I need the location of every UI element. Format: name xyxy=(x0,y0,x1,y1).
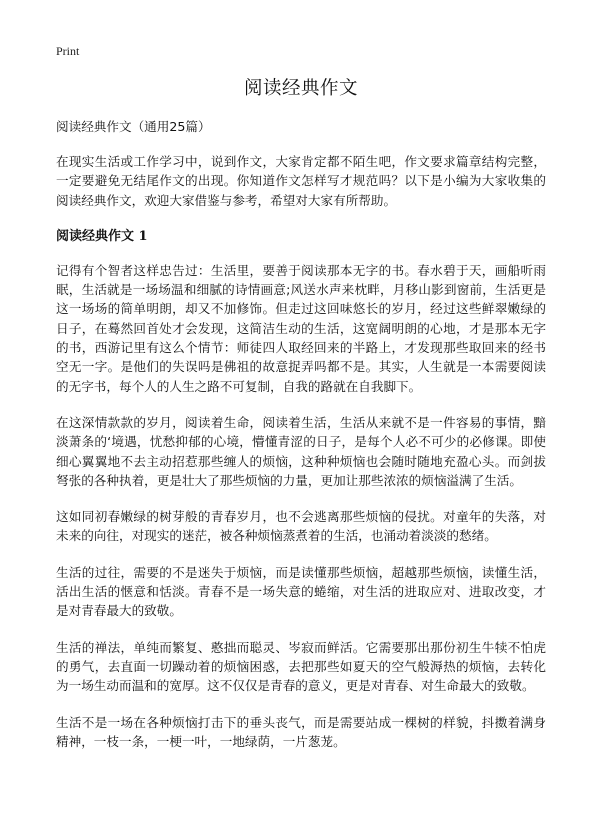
page-title: 阅读经典作文 xyxy=(243,78,358,99)
document-body xyxy=(56,76,546,768)
intro-paragraph: 在现实生活或工作学习中，说到作文，大家肯定都不陌生吧，作文要求篇章结构完整，一定要避免无结尾作文的出现。你知道作文怎样写才规范吗？以下是小编为大家收集的阅读经典作文，欢迎大家借鉴与参考，希望对大家有所帮助。 xyxy=(56,154,546,208)
body-paragraph-1: 记得有个智者这样忠告过：生活里，要善于阅读那本无字的书。春水碧于天，画船听雨眠，生活就是一场场温和细腻的诗情画意;风送水声来枕畔，月移山影到窗前，生活更是这一场场的简单明朗，却又不加修饰。但走过这回味悠长的岁月，经过这些鲜翠嫩绿的日子，在蓦然回首处才会发现，这简洁生动的生活，这宽阔明朗的心地，才是那本无字的书，西游记里有这么个情节：师徒四人取经回来的半路上，才发现那些取回来的经书空无一字。是他们的失误吗是佛祖的故意捉弄吗都不是。其实，人生就是一本需要阅读的无字书，每个人的人生之路不可复制，自我的路就在自我脚下。 xyxy=(56,262,546,394)
body-paragraph-3: 这如同初春嫩绿的树芽般的青春岁月，也不会逃离那些烦恼的侵扰。对童年的失落，对未来的向往，对现实的迷茫，被各种烦恼蒸煮着的生活，也涌动着淡淡的愁绪。 xyxy=(56,509,546,544)
print-link[interactable]: Print xyxy=(56,44,80,58)
body-paragraph-2: 在这深情款款的岁月，阅读着生命，阅读着生活，生活从来就不是一件容易的事情，黯淡萧条的‘境遇，忧愁抑郁的心境，懵懂青涩的日子，是每个人必不可少的必修课。即使细心翼翼地不去主动招惹那些缠人的烦恼，这种种烦恼也会随时随地充盈心头。而剑拔弩张的各种执着，更是壮大了那些烦恼的力量，更加让那些浓浓的烦恼溢满了生活。 xyxy=(56,414,546,488)
document-subtitle: 阅读经典作文（通用25篇） xyxy=(56,119,211,134)
body-paragraph-5: 生活的禅法，单纯而繁复、憨拙而聪灵、岑寂而鲜活。它需要那出那份初生牛犊不怕虎的勇气，去直面一切躁动着的烦恼困惑，去把那些如夏天的空气般溽热的烦恼，去转化为一场生动而温和的宽厚。这不仅仅是青春的意义，更是对青春、对生命最大的致敬。 xyxy=(56,639,546,694)
section-heading: 阅读经典作文 1 xyxy=(56,228,148,244)
body-paragraph-4: 生活的过往，需要的不是迷失于烦恼，而是读懂那些烦恼，超越那些烦恼，读懂生活，活出生活的惬意和恬淡。青春不是一场失意的蜷缩，对生活的进取应对、进取改变，才是对青春最大的致敬。 xyxy=(56,564,546,619)
body-paragraph-6: 生活不是一场在各种烦恼打击下的垂头丧气，而是需要站成一棵树的样貌，抖擞着满身精神，一枝一条，一梗一叶，一地绿荫，一片葱茏。 xyxy=(56,714,546,749)
